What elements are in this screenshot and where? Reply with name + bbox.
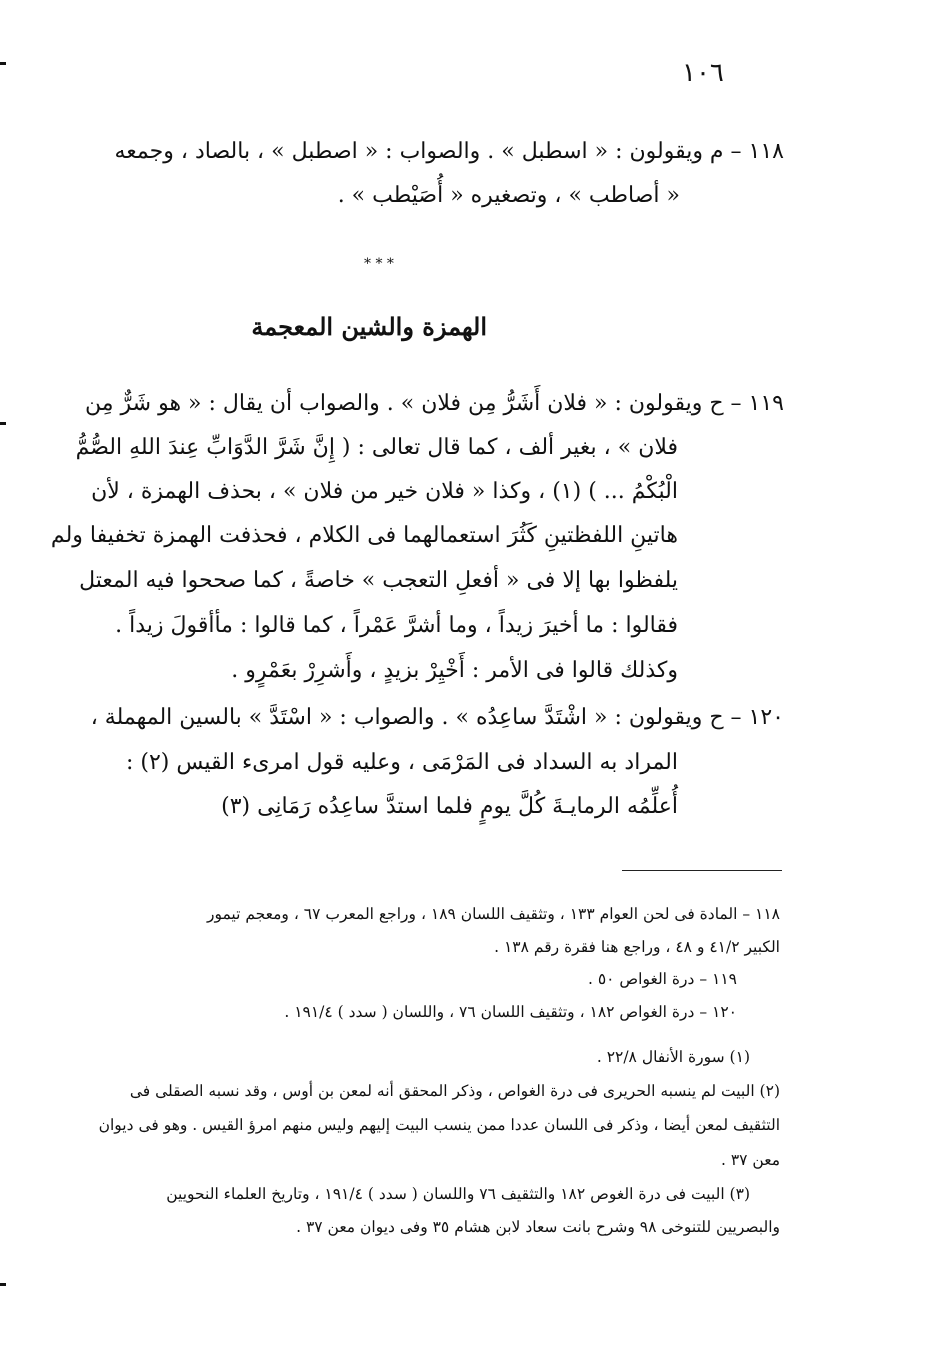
entry-119-line-6: فقالوا : ما أخيرَ زيداً ، وما أشرَّ عَمْراً ، كما قالوا : مأأقولَ زيداً . xyxy=(115,613,678,638)
entry-119-line-3: الْبُكْمُ ... ) (١) ، وكذا « فلان خير من فلان » ، بحذف الهمزة ، لأن xyxy=(91,479,678,504)
footnote-1: (١) سورة الأنفال ٢٢/٨ . xyxy=(596,1048,750,1066)
entry-119-line-1: ١١٩ – ح ويقولون : « فلان أَشَرُّ مِن فلان » . والصواب أن يقال : « هو شَرٌّ مِن xyxy=(85,391,784,416)
source-note-120: ١٢٠ – درة الغواص ١٨٢ ، وتثقيف اللسان ٧٦ ، واللسان ( سدد ) ١٩١/٤ . xyxy=(284,1003,737,1021)
margin-mark-top xyxy=(0,62,6,65)
entry-119-line-4: هاتينِ اللفظتينِ كَثُرَ استعمالهما فى الكلام ، فحذفت الهمزة تخفيفا ولم xyxy=(50,523,678,548)
footnote-2-line-1: (٢) البيت لم ينسبه الحريرى فى درة الغواص ، وذكر المحقق أنه لمعن بن أوس ، وقد نسبه الصقلى فى xyxy=(129,1082,780,1100)
margin-mark-bottom xyxy=(0,1283,6,1286)
entry-119-line-7: وكذلك قالوا فى الأمر : أَخْيِرْ بزيدٍ ، وأَشرِرْ بعَمْرٍو . xyxy=(231,658,678,683)
footnote-3-line-1: (٣) البيت فى درة الغوص ١٨٢ والتثقيف ٧٦ واللسان ( سدد ) ١٩١/٤ ، وتاريخ العلماء النحويين xyxy=(166,1185,750,1203)
entry-119-line-2: فلان » ، بغير ألف ، كما قال تعالى : ( إِنَّ شَرَّ الدَّوَابِّ عِندَ اللهِ الصُّمُّ xyxy=(75,435,678,460)
footnote-2-line-2: التثقيف لمعن أيضا ، وذكر فى اللسان عددا ممن ينسب البيت إليهم وليس منهم امرؤ القيس . وهو فى ديوان xyxy=(98,1116,780,1134)
source-note-118-line-1: ١١٨ – المادة فى لحن العوام ١٣٣ ، وتثقيف اللسان ١٨٩ ، وراجع المعرب ٦٧ ، ومعجم تيمور xyxy=(206,905,780,923)
margin-mark-middle xyxy=(0,422,6,425)
page-number: ١٠٦ xyxy=(682,58,724,88)
footnote-rule xyxy=(622,870,782,871)
footnote-3-line-2: والبصريين للتنوخى ٩٨ وشرح بانت سعاد لابن هشام ٣٥ وفى ديوان معن ٣٧ . xyxy=(296,1218,780,1236)
source-note-118-line-2: الكبير ٤١/٢ و ٤٨ ، وراجع هنا فقرة رقم ١٣٨ . xyxy=(494,938,780,956)
poetry-verse: أُعلِّمُه الرمايـةَ كُلَّ يومٍ فلما استدَّ ساعِدُه رَمَانِى (٣) xyxy=(221,794,678,819)
footnote-2-line-3: معن ٣٧ . xyxy=(720,1151,780,1169)
entry-120-line-1: ١٢٠ – ح ويقولون : « اشْتَدَّ ساعِدُه » . والصواب : « اسْتَدَّ » بالسين المهملة ، xyxy=(90,705,784,730)
entry-118-line-2: « أصاطب » ، وتصغيره « أُصَيْطب » . xyxy=(337,183,680,208)
entry-118-line-1: ١١٨ – م ويقولون : « اسطبل » . والصواب : « اصطبل » ، بالصاد ، وجمعه xyxy=(114,139,784,164)
section-heading: الهمزة والشين المعجمة xyxy=(251,312,487,341)
entry-119-line-5: يلفظوا بها إلا فى « أفعلِ التعجب » خاصةً ، كما صححوا فيه المعتل xyxy=(79,568,678,593)
source-note-119: ١١٩ – درة الغواص ٥٠ . xyxy=(587,970,737,988)
section-separator: * * * xyxy=(364,256,394,272)
entry-120-line-2: المراد به السداد فى المَرْمَى ، وعليه قول امرىء القيس (٢) : xyxy=(125,750,678,775)
